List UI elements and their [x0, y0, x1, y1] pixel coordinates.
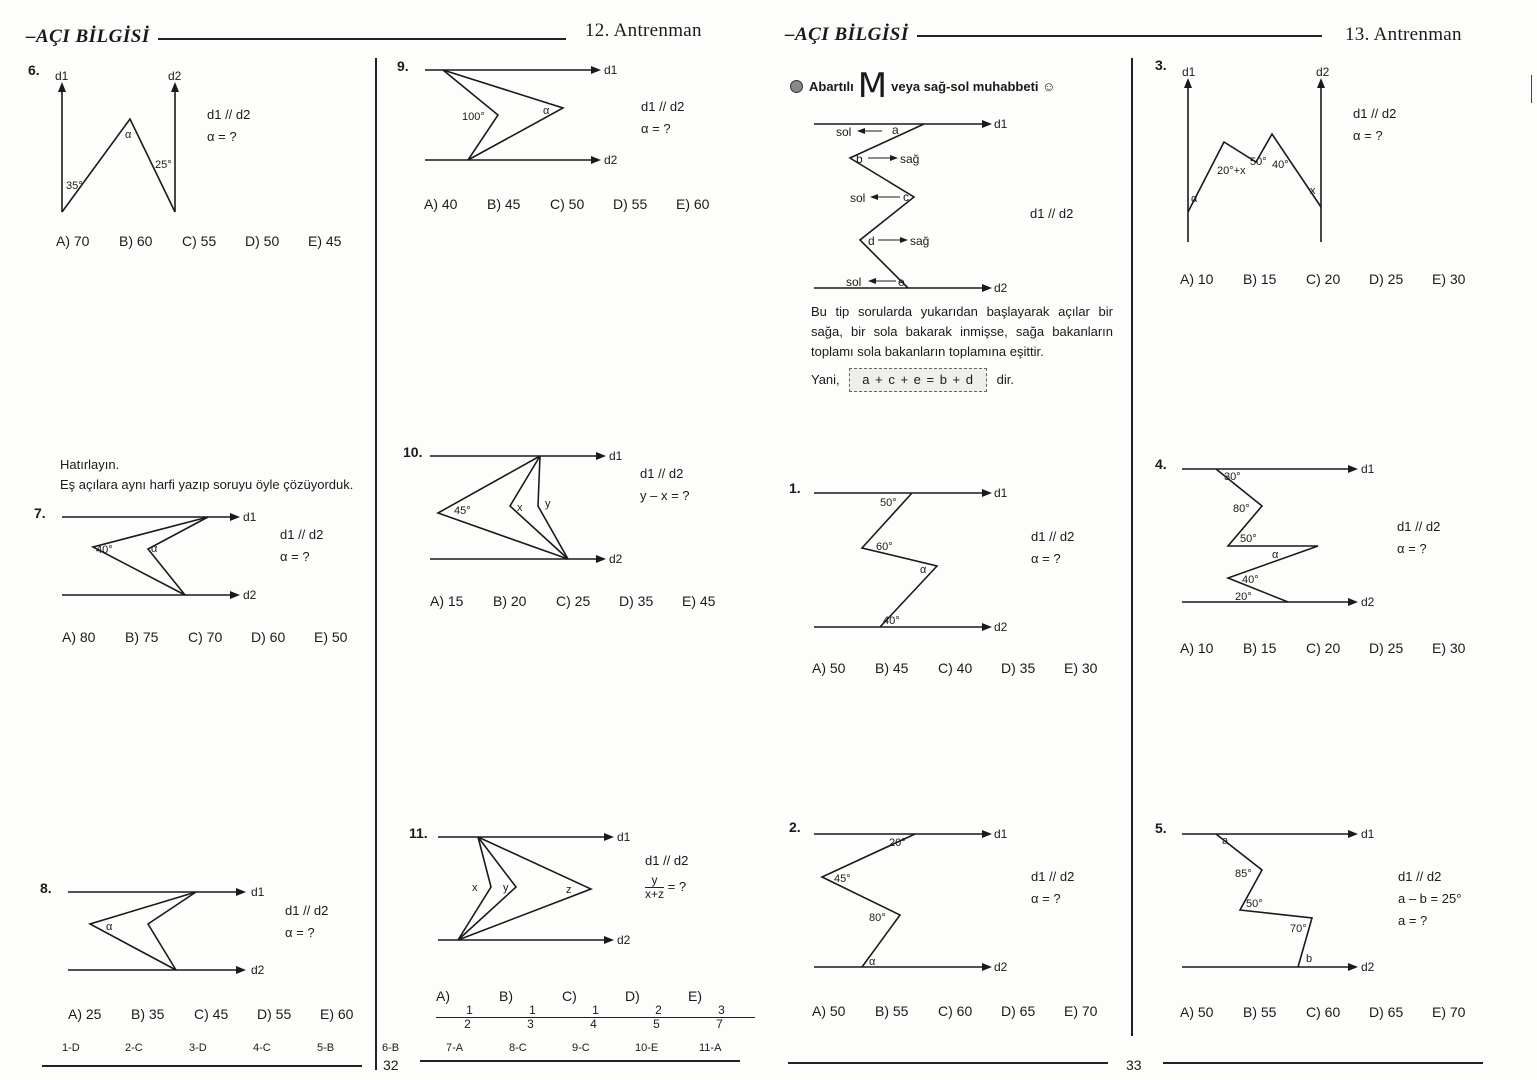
question-number: 5.: [1155, 820, 1167, 836]
svg-text:d2: d2: [604, 153, 618, 167]
question-number: 10.: [403, 444, 423, 460]
right-column-divider: [1131, 58, 1133, 1036]
label-35: 35°: [66, 180, 83, 192]
choice-c[interactable]: C) 50: [550, 196, 585, 212]
choice-c[interactable]: C) 20: [1306, 271, 1341, 287]
choices: [56, 233, 371, 249]
choice-a[interactable]: A) 50: [812, 660, 846, 676]
svg-text:45°: 45°: [834, 873, 851, 885]
choice-c[interactable]: C) 40: [938, 660, 973, 676]
svg-text:80°: 80°: [869, 912, 886, 924]
page-edge-mark: [1531, 75, 1532, 103]
question-number: 8.: [40, 880, 52, 896]
choice-e[interactable]: E) 60: [676, 196, 710, 212]
reminder: [60, 455, 353, 495]
choice-e[interactable]: E) 45: [682, 593, 716, 609]
zigzag: [822, 834, 915, 967]
svg-text:c: c: [903, 190, 909, 204]
svg-text:d1: d1: [1182, 65, 1196, 79]
left-header-training: 12. Antrenman: [585, 20, 702, 41]
label-d2: d2: [168, 69, 182, 83]
choice-e[interactable]: E) 70: [1064, 1003, 1098, 1019]
choice-a[interactable]: A) 70: [56, 233, 90, 249]
svg-text:20°+x: 20°+x: [1217, 165, 1246, 177]
svg-text:50°: 50°: [1246, 898, 1263, 910]
answer-item: 4-C: [253, 1042, 271, 1054]
choice-a[interactable]: A) 10: [1180, 271, 1214, 287]
intro-paragraph: Bu tip sorularda yukarıdan başlayarak açılar bir sağa, bir sola bakarak inmişse, sağa bakanların toplamı sola bakanların toplamına eşittir.: [811, 304, 1113, 359]
svg-text:α: α: [1191, 193, 1198, 205]
svg-text:40°: 40°: [1272, 159, 1289, 171]
zigzag: [1216, 834, 1312, 967]
figure-q9: [423, 60, 633, 170]
svg-text:y: y: [503, 882, 509, 894]
choice-e[interactable]: E) 30: [1064, 660, 1098, 676]
svg-text:d1: d1: [604, 63, 618, 77]
choice-e[interactable]: E) 50: [314, 629, 348, 645]
choices: [1180, 1004, 1495, 1020]
left-column-divider: [375, 58, 377, 1070]
zigzag-outer: [93, 517, 208, 595]
choice-d[interactable]: D) 35: [619, 593, 654, 609]
svg-text:d1: d1: [243, 510, 257, 524]
intro-title: Abartılı M veya sağ-sol muhabbeti ☺: [790, 66, 1055, 106]
svg-text:sol: sol: [850, 191, 866, 205]
given: d1 // d2 α = ?: [1397, 519, 1441, 556]
svg-text:b: b: [1306, 953, 1313, 965]
choice-a[interactable]: A) 25: [68, 1006, 102, 1022]
choice-d[interactable]: D) $\frac{2}{5}$: [625, 988, 688, 1031]
choice-e[interactable]: E) $\frac{3}{7}$: [688, 988, 751, 1031]
svg-text:85°: 85°: [1235, 868, 1252, 880]
svg-text:40°: 40°: [1242, 574, 1259, 586]
choice-c[interactable]: C) 20: [1306, 640, 1341, 656]
answer-item: 10-E: [635, 1042, 659, 1054]
svg-text:a: a: [1222, 835, 1229, 847]
label-25: 25°: [155, 159, 172, 171]
bullet-icon: [790, 80, 803, 93]
svg-text:sağ: sağ: [910, 234, 930, 248]
svg-text:a: a: [892, 123, 899, 137]
svg-text:α: α: [151, 543, 158, 555]
svg-text:d2: d2: [1316, 65, 1330, 79]
right-header-title: –AÇI BİLGİSİ: [785, 24, 909, 45]
figure-r1: [812, 480, 1022, 640]
svg-text:45°: 45°: [454, 505, 471, 517]
formula-box: a + c + e = b + d: [849, 368, 987, 392]
figure-r3: [1172, 62, 1342, 247]
figure-r5: [1180, 822, 1390, 982]
answer-item: 1-D: [62, 1042, 80, 1054]
zigzag-inner: [148, 517, 208, 595]
choice-a[interactable]: A) 80: [62, 629, 96, 645]
answer-item: 11-A: [699, 1042, 722, 1054]
svg-text:d1: d1: [251, 885, 265, 899]
svg-text:d2: d2: [994, 281, 1008, 295]
given: d1 // d2 α = ?: [1353, 106, 1397, 143]
choices: [812, 660, 1127, 676]
choice-c[interactable]: C) 70: [188, 629, 223, 645]
given: d1 // d2 y – x = ?: [640, 466, 690, 503]
zigzag: [1188, 134, 1321, 212]
choice-b[interactable]: B) 55: [1243, 1004, 1277, 1020]
choice-e[interactable]: E) 45: [308, 233, 342, 249]
svg-text:z: z: [566, 884, 572, 896]
svg-text:b: b: [856, 152, 863, 166]
label-alpha: α: [125, 129, 132, 141]
svg-text:70°: 70°: [1290, 923, 1307, 935]
question-number: 9.: [397, 58, 409, 74]
svg-text:d2: d2: [1361, 960, 1375, 974]
choice-a[interactable]: A) 10: [1180, 640, 1214, 656]
svg-text:d: d: [868, 234, 875, 248]
left-header-rule: [158, 38, 566, 40]
svg-text:d2: d2: [243, 588, 257, 602]
svg-text:20°: 20°: [1235, 591, 1252, 603]
choice-b[interactable]: B) 20: [493, 593, 527, 609]
given: d1 // d2 α = ?: [1031, 869, 1075, 906]
zigzag: [850, 124, 924, 288]
figure-r4: [1180, 458, 1390, 618]
choice-c[interactable]: C) 45: [194, 1006, 229, 1022]
svg-text:α: α: [106, 921, 113, 933]
answer-item: 9-C: [572, 1042, 590, 1054]
svg-text:d2: d2: [994, 960, 1008, 974]
choice-b[interactable]: B) 75: [125, 629, 159, 645]
svg-text:d1: d1: [1361, 827, 1375, 841]
answer-item: 6-B: [382, 1042, 400, 1054]
choice-d[interactable]: D) 25: [1369, 271, 1404, 287]
right-header-rule: [917, 35, 1322, 37]
zigzag: [1216, 469, 1318, 602]
choice-a[interactable]: A) 50: [812, 1003, 846, 1019]
given: d1 // d2 α = ?: [641, 99, 685, 136]
choices: [424, 196, 739, 212]
svg-text:x: x: [472, 882, 478, 894]
choice-d[interactable]: D) 35: [1001, 660, 1036, 676]
svg-text:α: α: [1272, 549, 1279, 561]
svg-text:40°: 40°: [883, 615, 900, 627]
svg-text:40°: 40°: [96, 544, 113, 556]
choice-b[interactable]: B) 55: [875, 1003, 909, 1019]
reminder-text: Eş açılara aynı harfi yazıp soruyu öyle çözüyorduk.: [60, 477, 354, 492]
zigzag-inner: [538, 456, 568, 559]
answer-item: 2-C: [125, 1042, 143, 1054]
svg-text:d2: d2: [994, 620, 1008, 634]
arrow-d2: [171, 82, 179, 92]
figure-q8: [66, 880, 276, 980]
choice-b[interactable]: B) 35: [131, 1006, 165, 1022]
svg-text:50°: 50°: [1250, 156, 1267, 168]
svg-text:50°: 50°: [880, 497, 897, 509]
choice-c[interactable]: C) 60: [1306, 1004, 1341, 1020]
choice-e[interactable]: E) 30: [1432, 640, 1466, 656]
svg-text:d2: d2: [609, 552, 623, 566]
svg-text:d1: d1: [994, 486, 1008, 500]
intro-formula-line: Yani, a + c + e = b + d dir.: [811, 368, 1014, 392]
footer-rule-right: [1163, 1062, 1483, 1064]
question-number: 2.: [789, 819, 801, 835]
reminder-title: Hatırlayın.: [60, 457, 120, 472]
given-fraction: $\frac{y}{x+z}$: [645, 873, 665, 901]
given: d1 // d2 α = ?: [285, 903, 329, 940]
svg-text:α: α: [869, 956, 876, 968]
choices: [62, 629, 377, 645]
label-d1: d1: [55, 69, 69, 83]
given: d1 // d2 α = ?: [280, 527, 324, 564]
figure-q6: [40, 62, 220, 222]
choice-d[interactable]: D) 55: [257, 1006, 292, 1022]
svg-text:30°: 30°: [1224, 471, 1241, 483]
page-number: 32: [383, 1057, 399, 1073]
zigzag: [862, 493, 937, 627]
svg-text:d2: d2: [251, 963, 265, 977]
question-number: 1.: [789, 480, 801, 496]
svg-text:sağ: sağ: [900, 152, 920, 166]
footer-rule-left: [42, 1065, 362, 1067]
question-number: 6.: [28, 62, 40, 78]
answer-item: 8-C: [509, 1042, 527, 1054]
choices: [1180, 640, 1495, 656]
given: [207, 104, 250, 148]
svg-text:sol: sol: [846, 275, 862, 289]
given-parallel: d1 // d2: [207, 107, 251, 122]
svg-text:α: α: [920, 564, 927, 576]
question-number: 7.: [34, 505, 46, 521]
given-ask: α = ?: [207, 129, 237, 144]
choices: [436, 988, 751, 1031]
choice-d[interactable]: D) 55: [613, 196, 648, 212]
svg-text:20°: 20°: [889, 837, 906, 849]
footer-rule-left: [788, 1062, 1108, 1064]
choice-a[interactable]: A) $\frac{1}{2}$: [436, 988, 499, 1031]
choice-d[interactable]: D) 60: [251, 629, 286, 645]
choice-e[interactable]: E) 60: [320, 1006, 354, 1022]
choices: [1180, 271, 1495, 287]
figure-q11: [436, 827, 646, 947]
svg-text:sol: sol: [836, 125, 852, 139]
question-number: 3.: [1155, 57, 1167, 73]
right-header-training: 13. Antrenman: [1345, 24, 1462, 45]
intro-given: d1 // d2: [1030, 206, 1074, 221]
choices: [430, 593, 745, 609]
given: d1 // d2 $\frac{y}{x+z}$ = ?: [645, 853, 689, 901]
svg-text:100°: 100°: [462, 111, 485, 123]
choice-c[interactable]: C) 55: [182, 233, 217, 249]
given: d1 // d2 a – b = 25° a = ?: [1398, 869, 1462, 928]
svg-text:d1: d1: [1361, 462, 1375, 476]
footer-rule-right: [420, 1060, 740, 1062]
answer-item: 3-D: [189, 1042, 207, 1054]
svg-text:50°: 50°: [1240, 533, 1257, 545]
svg-text:60°: 60°: [876, 541, 893, 553]
page-number: 33: [1126, 1057, 1142, 1073]
svg-text:d1: d1: [994, 827, 1008, 841]
choice-e[interactable]: E) 70: [1432, 1004, 1466, 1020]
question-number: 4.: [1155, 456, 1167, 472]
svg-text:80°: 80°: [1233, 503, 1250, 515]
svg-text:x: x: [1310, 185, 1316, 197]
svg-text:α: α: [543, 105, 550, 117]
choice-b[interactable]: B) 15: [1243, 640, 1277, 656]
choice-b[interactable]: B) 45: [487, 196, 521, 212]
svg-text:x: x: [517, 502, 523, 514]
arrow-d1: [58, 82, 66, 92]
choice-e[interactable]: E) 30: [1432, 271, 1466, 287]
left-header-title: –AÇI BİLGİSİ: [26, 26, 150, 47]
choice-c[interactable]: C) 60: [938, 1003, 973, 1019]
svg-text:d1: d1: [609, 449, 623, 463]
svg-text:d1: d1: [617, 830, 631, 844]
choice-d[interactable]: D) 25: [1369, 640, 1404, 656]
choice-c[interactable]: C) 25: [556, 593, 591, 609]
choice-a[interactable]: A) 15: [430, 593, 464, 609]
svg-text:d2: d2: [617, 933, 631, 947]
figure-intro: [812, 112, 1032, 297]
figure-r2: [812, 822, 1022, 982]
choice-b[interactable]: B) 60: [119, 233, 153, 249]
question-number: 11.: [409, 825, 428, 841]
choice-d[interactable]: D) 50: [245, 233, 280, 249]
choices: [68, 1006, 383, 1022]
choice-a[interactable]: A) 40: [424, 196, 458, 212]
svg-text:e: e: [898, 275, 905, 289]
choice-d[interactable]: D) 65: [1001, 1003, 1036, 1019]
figure-q10: [428, 446, 638, 566]
given: d1 // d2 α = ?: [1031, 529, 1075, 566]
choice-b[interactable]: B) 45: [875, 660, 909, 676]
svg-text:y: y: [545, 498, 551, 510]
choice-b[interactable]: B) 15: [1243, 271, 1277, 287]
choice-a[interactable]: A) 50: [1180, 1004, 1214, 1020]
choice-d[interactable]: D) 65: [1369, 1004, 1404, 1020]
answer-item: 7-A: [446, 1042, 464, 1054]
figure-q7: [60, 505, 270, 605]
choices: [812, 1003, 1127, 1019]
svg-text:d2: d2: [1361, 595, 1375, 609]
svg-text:d1: d1: [994, 117, 1008, 131]
answer-item: 5-B: [317, 1042, 335, 1054]
choice-b[interactable]: B) $\frac{1}{3}$: [499, 988, 562, 1031]
choice-c[interactable]: C) $\frac{1}{4}$: [562, 988, 625, 1031]
